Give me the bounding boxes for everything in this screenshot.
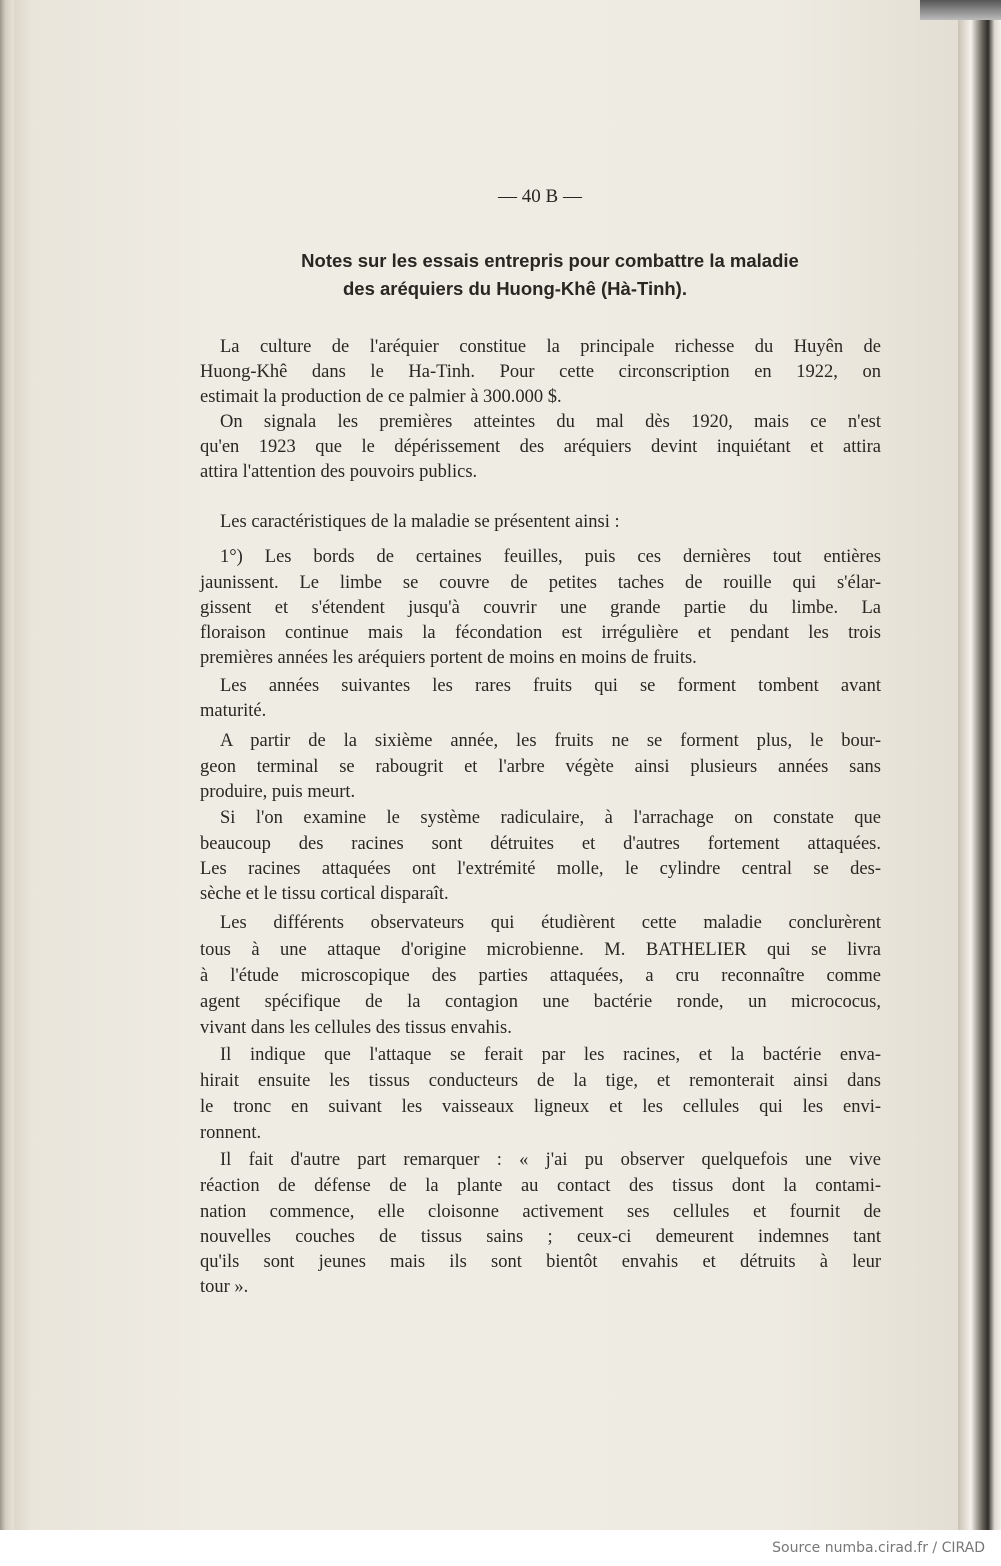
text-line: ronnent.: [200, 1123, 262, 1143]
text-line: gissent et s'étendent jusqu'à couvrir une grande partie du limbe. La: [200, 598, 881, 618]
text-line: Les caractéristiques de la maladie se présentent ainsi :: [220, 512, 620, 532]
book-binding: [958, 0, 1001, 1530]
text-line: beaucoup des racines sont détruites et d'autres fortement attaquées.: [200, 834, 881, 854]
text-line: agent spécifique de la contagion une bactérie ronde, un micrococus,: [200, 992, 881, 1012]
text-line: attira l'attention des pouvoirs publics.: [200, 462, 478, 482]
text-line: hirait ensuite les tissus conducteurs de la tige, et remonterait ainsi dans: [200, 1071, 881, 1091]
text-line: Les racines attaquées ont l'extrémité molle, le cylindre central se des-: [200, 859, 881, 879]
binding-shadow: [920, 0, 1001, 20]
text-line: tour ».: [200, 1277, 249, 1297]
text-line: le tronc en suivant les vaisseaux ligneux et les cellules qui les envi-: [200, 1097, 881, 1117]
text-line: produire, puis meurt.: [200, 782, 356, 802]
page-number: — 40 B —: [498, 186, 582, 207]
article-title-line-2: des aréquiers du Huong-Khê (Hà-Tinh).: [343, 278, 687, 299]
text-line: Les années suivantes les rares fruits qui se forment tombent avant: [220, 676, 881, 696]
text-line: 1°) Les bords de certaines feuilles, puis ces dernières tout entières: [220, 547, 881, 567]
text-line: Il indique que l'attaque se ferait par les racines, et la bactérie enva-: [220, 1045, 881, 1065]
text-line: qu'ils sont jeunes mais ils sont bientôt envahis et détruits à leur: [200, 1252, 881, 1272]
text-line: nation commence, elle cloisonne activement ses cellules et fournit de: [200, 1202, 881, 1222]
source-credit: Source numba.cirad.fr / CIRAD: [772, 1540, 985, 1556]
text-line: La culture de l'aréquier constitue la principale richesse du Huyên de: [220, 337, 881, 357]
text-line: maturité.: [200, 701, 267, 721]
text-line: geon terminal se rabougrit et l'arbre végète ainsi plusieurs années sans: [200, 757, 881, 777]
text-line: estimait la production de ce palmier à 300.000 $.: [200, 387, 562, 407]
text-line: nouvelles couches de tissus sains ; ceux-ci demeurent indemnes tant: [200, 1227, 881, 1247]
text-line: vivant dans les cellules des tissus envahis.: [200, 1018, 512, 1038]
text-line: Les différents observateurs qui étudièrent cette maladie conclurèrent: [220, 913, 881, 933]
text-line: réaction de défense de la plante au contact des tissus dont la contami-: [200, 1176, 881, 1196]
text-line: tous à une attaque d'origine microbienne. M. BATHELIER qui se livra: [200, 940, 881, 960]
text-line: jaunissent. Le limbe se couvre de petites taches de rouille qui s'élar-: [200, 573, 881, 593]
text-line: sèche et le tissu cortical disparaît.: [200, 884, 449, 904]
text-line: qu'en 1923 que le dépérissement des aréquiers devint inquiétant et attira: [200, 437, 881, 457]
text-line: floraison continue mais la fécondation est irrégulière et pendant les trois: [200, 623, 881, 643]
text-line: premières années les aréquiers portent de moins en moins de fruits.: [200, 648, 697, 668]
page-edge: [0, 0, 14, 1530]
text-line: Huong-Khê dans le Ha-Tinh. Pour cette circonscription en 1922, on: [200, 362, 881, 382]
text-line: Si l'on examine le système radiculaire, à l'arrachage on constate que: [220, 808, 881, 828]
article-title-line-1: Notes sur les essais entrepris pour combattre la maladie: [301, 250, 799, 271]
text-line: à l'étude microscopique des parties attaquées, a cru reconnaître comme: [200, 966, 881, 986]
text-line: A partir de la sixième année, les fruits ne se forment plus, le bour-: [220, 731, 881, 751]
text-line: On signala les premières atteintes du mal dès 1920, mais ce n'est: [220, 412, 881, 432]
text-line: Il fait d'autre part remarquer : « j'ai pu observer quelquefois une vive: [220, 1150, 881, 1170]
